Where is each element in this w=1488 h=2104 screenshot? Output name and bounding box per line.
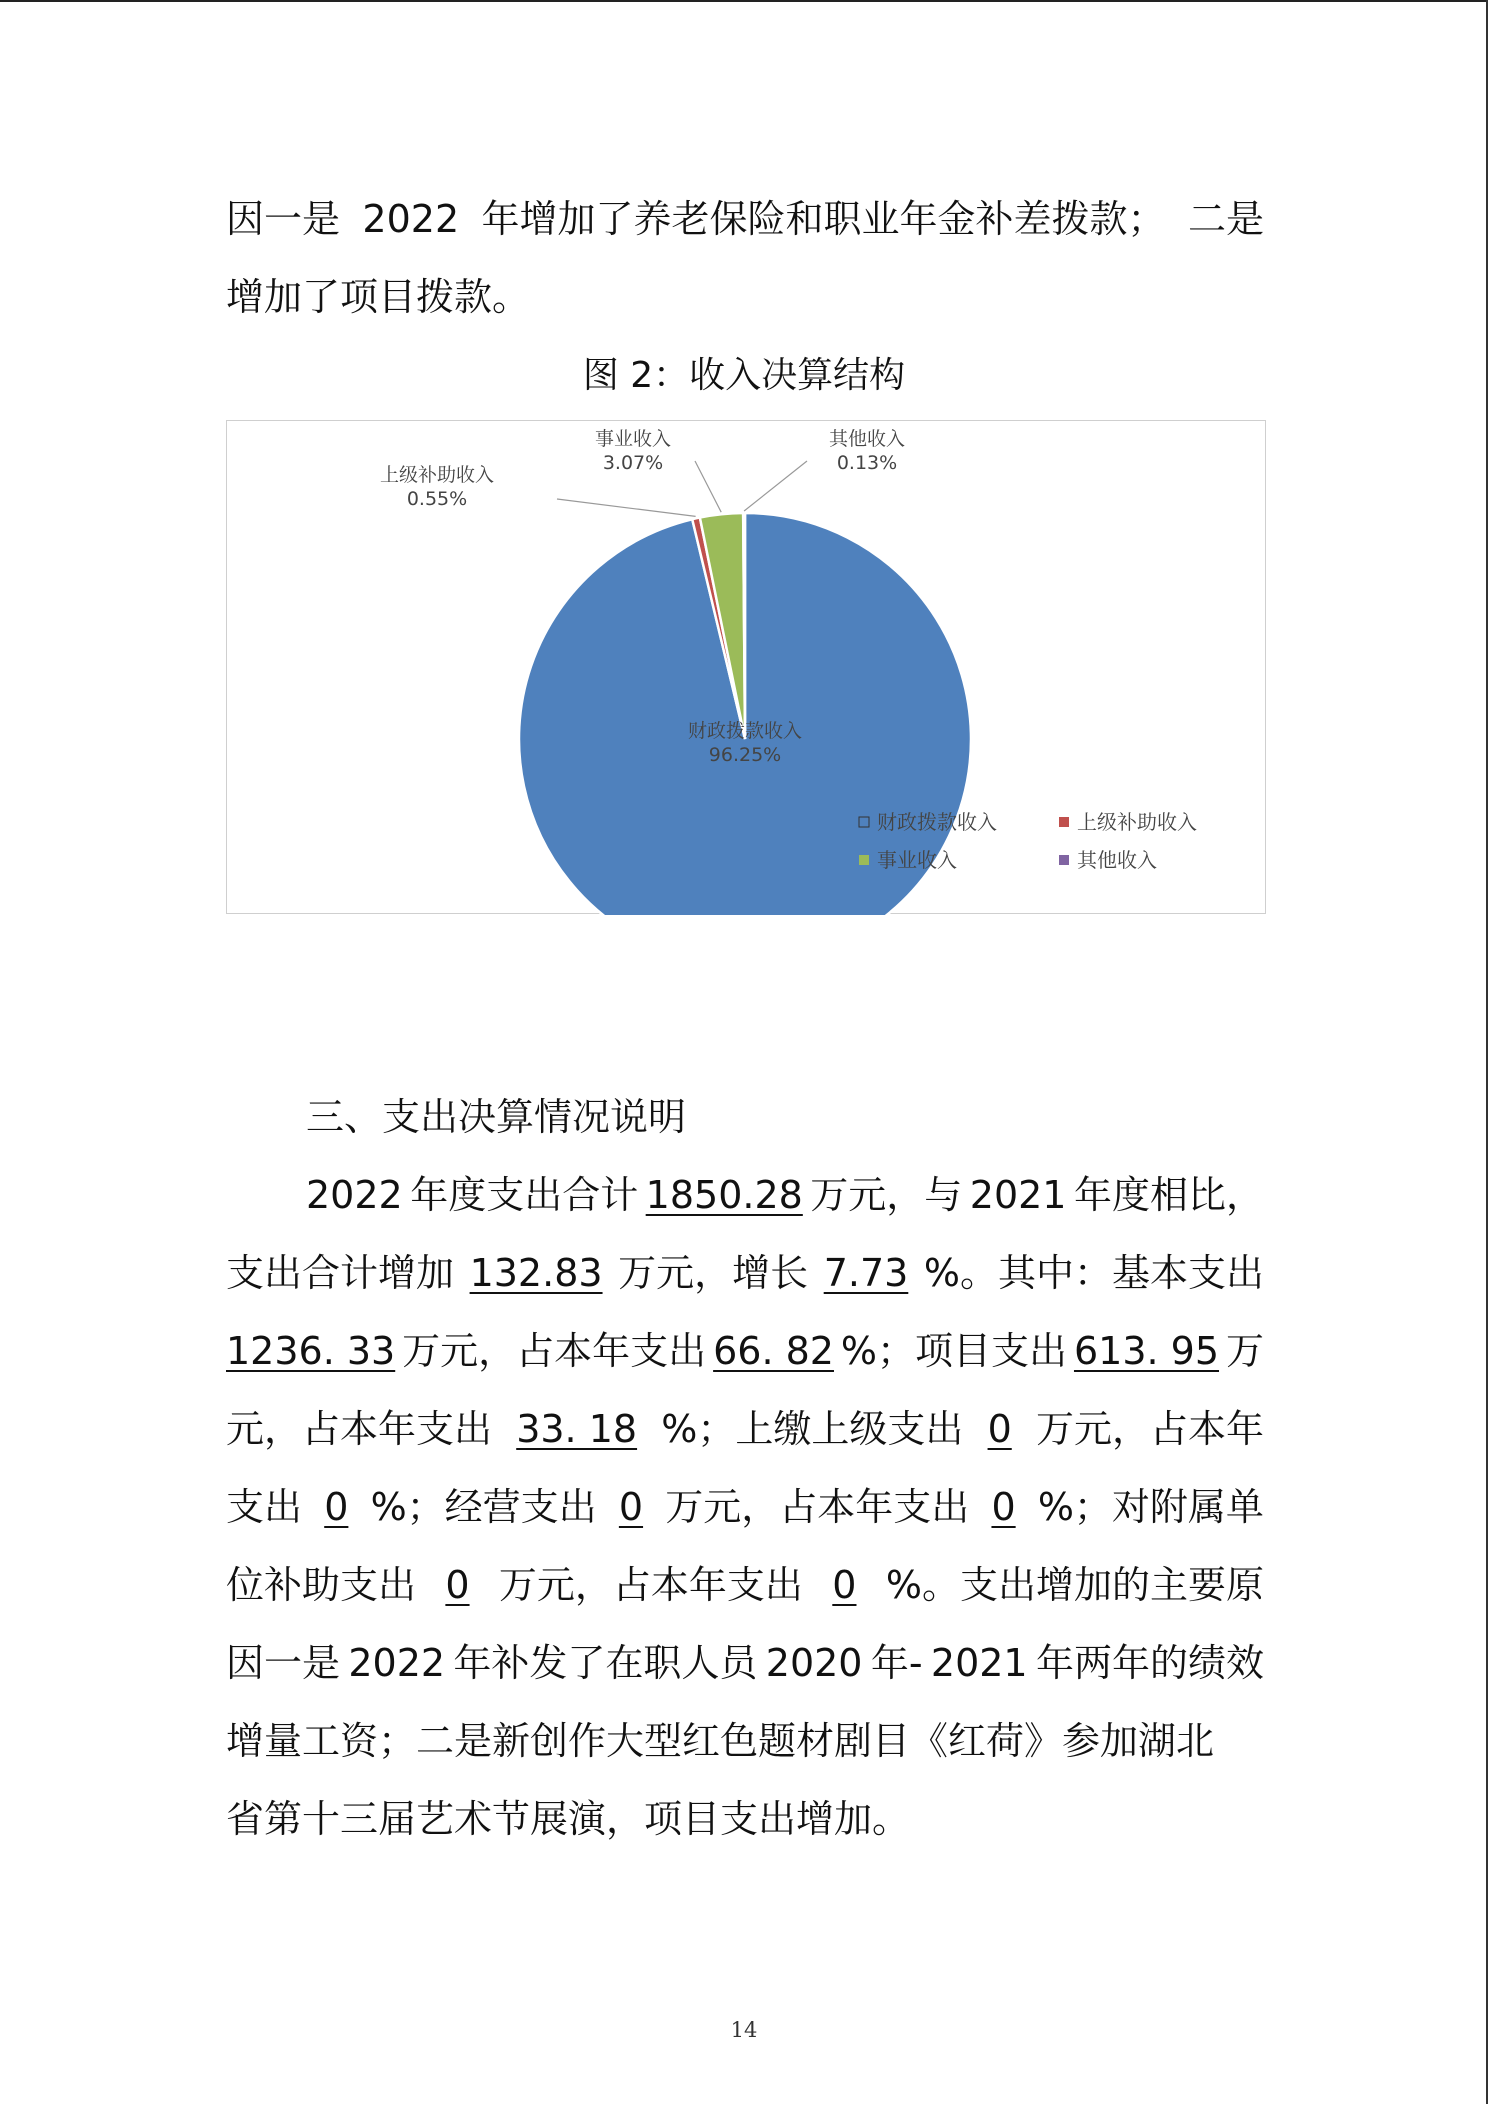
text-run: 因一是	[226, 1641, 341, 1685]
text-run: %；项目支出	[840, 1329, 1068, 1373]
text-run: %。支出增加的主要原	[885, 1563, 1264, 1607]
slice-percent-label: 96.25%	[708, 744, 782, 766]
top-paragraph-line-2: 增加了项目拨款。	[226, 275, 531, 319]
text-run: 支出	[226, 1485, 303, 1529]
leader-line	[744, 461, 807, 511]
slice-percent-label: 3.07%	[602, 452, 664, 474]
top-paragraph	[226, 180, 1264, 336]
text-run: 万元，占本年	[1035, 1407, 1264, 1451]
text-run: 年两年的绩效	[1035, 1641, 1264, 1685]
text-run: 元，占本年支出	[226, 1407, 493, 1451]
pie-chart-svg	[227, 421, 1267, 915]
increase-amount-value: 132.83	[469, 1251, 603, 1295]
legend-label: 其他收入	[1077, 848, 1157, 872]
figure-caption: 图 2：收入决算结构	[582, 355, 906, 396]
year-text: 2021	[930, 1641, 1028, 1685]
project-expense-share: 33. 18	[516, 1407, 638, 1451]
text-run: 因一是	[226, 197, 341, 241]
expense-line-2	[226, 1234, 1264, 1312]
slice-category-label: 其他收入	[828, 428, 906, 450]
leader-line	[695, 461, 721, 512]
page-top-border	[0, 0, 1488, 2]
text-run: 位补助支出	[226, 1563, 417, 1607]
legend-swatch	[859, 817, 869, 827]
text-run: %；上缴上级支出	[661, 1407, 964, 1451]
text-run: 年度支出合计	[410, 1173, 639, 1217]
expense-line-3	[226, 1312, 1264, 1390]
text-run: 支出合计增加	[226, 1251, 455, 1295]
section-heading-block	[226, 1078, 1264, 1156]
top-paragraph-line-1	[226, 180, 1264, 258]
expense-paragraph	[226, 1156, 1264, 1858]
year-text: 2020	[765, 1641, 863, 1685]
text-run: %。其中：基本支出	[923, 1251, 1264, 1295]
expense-line-1	[226, 1156, 1264, 1234]
legend-label: 事业收入	[877, 848, 957, 872]
upper-payment-value: 0	[987, 1407, 1012, 1451]
operating-expense-value: 0	[618, 1485, 644, 1529]
legend-swatch	[1059, 817, 1069, 827]
year-text: 2022	[306, 1173, 403, 1217]
basic-expense-share: 66. 82	[713, 1329, 834, 1373]
year-text: 2022	[348, 1641, 446, 1685]
text-run: 万元，增长	[618, 1251, 809, 1295]
text-run: 年度相比，	[1073, 1173, 1264, 1217]
legend-swatch	[859, 855, 869, 865]
legend-label: 财政拨款收入	[877, 810, 997, 834]
text-run: 二是	[1187, 197, 1264, 241]
text-run: 万元，占本年支出	[498, 1563, 803, 1607]
year-text: 2022	[362, 197, 460, 241]
subsidiary-subsidy-share: 0	[832, 1563, 857, 1607]
basic-expense-value: 1236. 33	[226, 1329, 396, 1373]
text-run: %；对附属单	[1037, 1485, 1264, 1529]
text-run: 万元，占本年支出	[402, 1329, 707, 1373]
leader-line	[557, 499, 696, 516]
section-heading: 三、支出决算情况说明	[306, 1095, 687, 1139]
slice-percent-label: 0.13%	[836, 452, 898, 474]
expense-line-4	[226, 1390, 1264, 1468]
upper-payment-share: 0	[324, 1485, 349, 1529]
slice-category-label: 财政拨款收入	[687, 720, 803, 742]
text-run: 年增加了养老保险和职业年金补差拨款；	[481, 197, 1166, 241]
text-run: 万	[1225, 1329, 1264, 1373]
income-pie-chart	[226, 420, 1266, 914]
slice-category-label: 上级补助收入	[379, 464, 495, 486]
text-run: 年-	[870, 1641, 923, 1685]
slice-percent-label: 0.55%	[406, 488, 468, 510]
expense-line-7	[226, 1624, 1264, 1702]
year-text: 2021	[969, 1173, 1067, 1217]
legend-swatch	[1059, 855, 1069, 865]
expense-line-8: 增量工资；二是新创作大型红色题材剧目《红荷》参加湖北	[226, 1719, 1215, 1763]
text-run: 年补发了在职人员	[453, 1641, 758, 1685]
text-run: 万元，占本年支出	[665, 1485, 970, 1529]
expense-line-5	[226, 1468, 1264, 1546]
slice-category-label: 事业收入	[594, 428, 672, 450]
total-expense-value: 1850.28	[645, 1173, 803, 1217]
growth-rate-value: 7.73	[823, 1251, 909, 1295]
text-run: %；经营支出	[370, 1485, 597, 1529]
legend-label: 上级补助收入	[1077, 810, 1197, 834]
expense-line-9: 省第十三届艺术节展演，项目支出增加。	[226, 1797, 911, 1841]
expense-line-6	[226, 1546, 1264, 1624]
page-number: 14	[730, 2018, 758, 2042]
project-expense-value: 613. 95	[1073, 1329, 1220, 1373]
subsidiary-subsidy-value: 0	[445, 1563, 470, 1607]
operating-expense-share: 0	[991, 1485, 1016, 1529]
text-run: 万元，与	[810, 1173, 963, 1217]
